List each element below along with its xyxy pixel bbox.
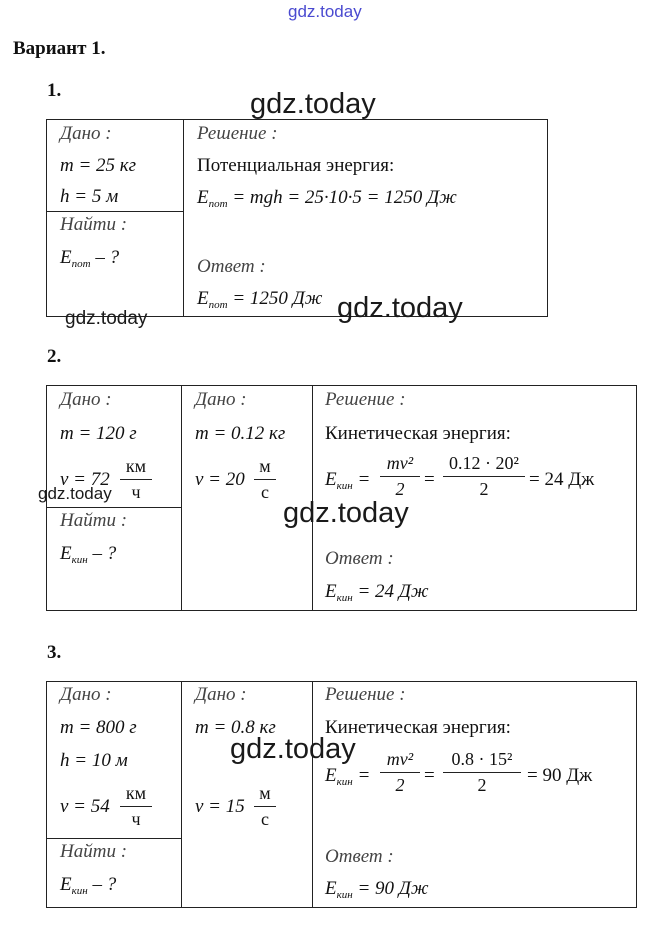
watermark: gdz.today xyxy=(250,88,376,120)
solution-formula: $E_{пот}$ = mgh = 25·10·5 = 1250 Дж xyxy=(197,187,457,210)
calculation-fraction: 0.12 · 20² 2 xyxy=(443,453,525,500)
table-divider xyxy=(183,119,184,316)
given-header: Дано : xyxy=(60,684,112,705)
si-given-speed: v = 15 xyxy=(195,796,245,817)
watermark-top: gdz.today xyxy=(288,2,362,21)
answer-header: Ответ : xyxy=(325,846,394,867)
table-divider xyxy=(46,838,182,839)
solution-label: Кинетическая энергия: xyxy=(325,423,511,444)
si-speed-unit-fraction: м с xyxy=(254,456,276,503)
find-quantity: $E_{кин}$ – ? xyxy=(60,543,117,566)
solution-header: Решение : xyxy=(197,123,278,144)
given-speed: v = 54 xyxy=(60,796,110,817)
watermark: gdz.today xyxy=(38,484,112,503)
answer-header: Ответ : xyxy=(325,548,394,569)
solution-lhs: $E_{кин}$ = xyxy=(325,469,371,492)
table-divider xyxy=(181,681,182,907)
table-divider xyxy=(46,211,184,212)
speed-unit-fraction: км ч xyxy=(120,456,152,503)
variant-title: Вариант 1. xyxy=(13,38,106,59)
solution-result: = 24 Дж xyxy=(529,469,595,490)
equals-sign: = xyxy=(424,469,435,490)
answer-header: Ответ : xyxy=(197,256,266,277)
find-quantity: $E_{кин}$ – ? xyxy=(60,874,117,897)
problem-2-number: 2. xyxy=(47,346,62,367)
si-given-header: Дано : xyxy=(195,684,247,705)
si-given-mass: m = 0.8 кг xyxy=(195,717,276,738)
si-given-speed: v = 20 xyxy=(195,469,245,490)
equals-sign: = xyxy=(424,765,435,786)
si-given-header: Дано : xyxy=(195,389,247,410)
given-header: Дано : xyxy=(60,123,112,144)
solution-header: Решение : xyxy=(325,684,406,705)
answer-value: $E_{пот} = 1250$ Дж xyxy=(197,288,323,311)
answer-value: $E_{кин} = 24$ Дж xyxy=(325,581,429,604)
given-header: Дано : xyxy=(60,389,112,410)
find-header: Найти : xyxy=(60,510,128,531)
table-divider xyxy=(312,681,313,907)
find-header: Найти : xyxy=(60,214,128,235)
given-speed: v = 72 xyxy=(60,469,110,490)
problem-3-number: 3. xyxy=(47,642,62,663)
given-height: h = 10 м xyxy=(60,750,128,771)
formula-fraction: mv² 2 xyxy=(380,749,420,796)
si-speed-unit-fraction: м с xyxy=(254,783,276,830)
answer-value: $E_{кин} = 90$ Дж xyxy=(325,878,429,901)
given-mass: m = 120 г xyxy=(60,423,137,444)
formula-fraction: mv² 2 xyxy=(380,453,420,500)
solution-label: Кинетическая энергия: xyxy=(325,717,511,738)
si-given-mass: m = 0.12 кг xyxy=(195,423,286,444)
solution-label: Потенциальная энергия: xyxy=(197,155,395,176)
speed-unit-fraction: км ч xyxy=(120,783,152,830)
solution-header: Решение : xyxy=(325,389,406,410)
solution-result: = 90 Дж xyxy=(527,765,593,786)
problem-1-number: 1. xyxy=(47,80,62,101)
watermark: gdz.today xyxy=(283,497,409,529)
watermark: gdz.today xyxy=(337,292,463,324)
given-mass: m = 25 кг xyxy=(60,155,137,176)
find-header: Найти : xyxy=(60,841,128,862)
table-divider xyxy=(181,385,182,610)
calculation-fraction: 0.8 · 15² 2 xyxy=(443,749,521,796)
given-mass: m = 800 г xyxy=(60,717,137,738)
watermark: gdz.today xyxy=(65,308,148,329)
given-height: h = 5 м xyxy=(60,186,119,207)
table-divider xyxy=(46,507,182,508)
find-quantity: $E_{пот}$ – ? xyxy=(60,247,120,270)
watermark: gdz.today xyxy=(230,733,356,765)
solution-lhs: $E_{кин}$ = xyxy=(325,765,371,788)
